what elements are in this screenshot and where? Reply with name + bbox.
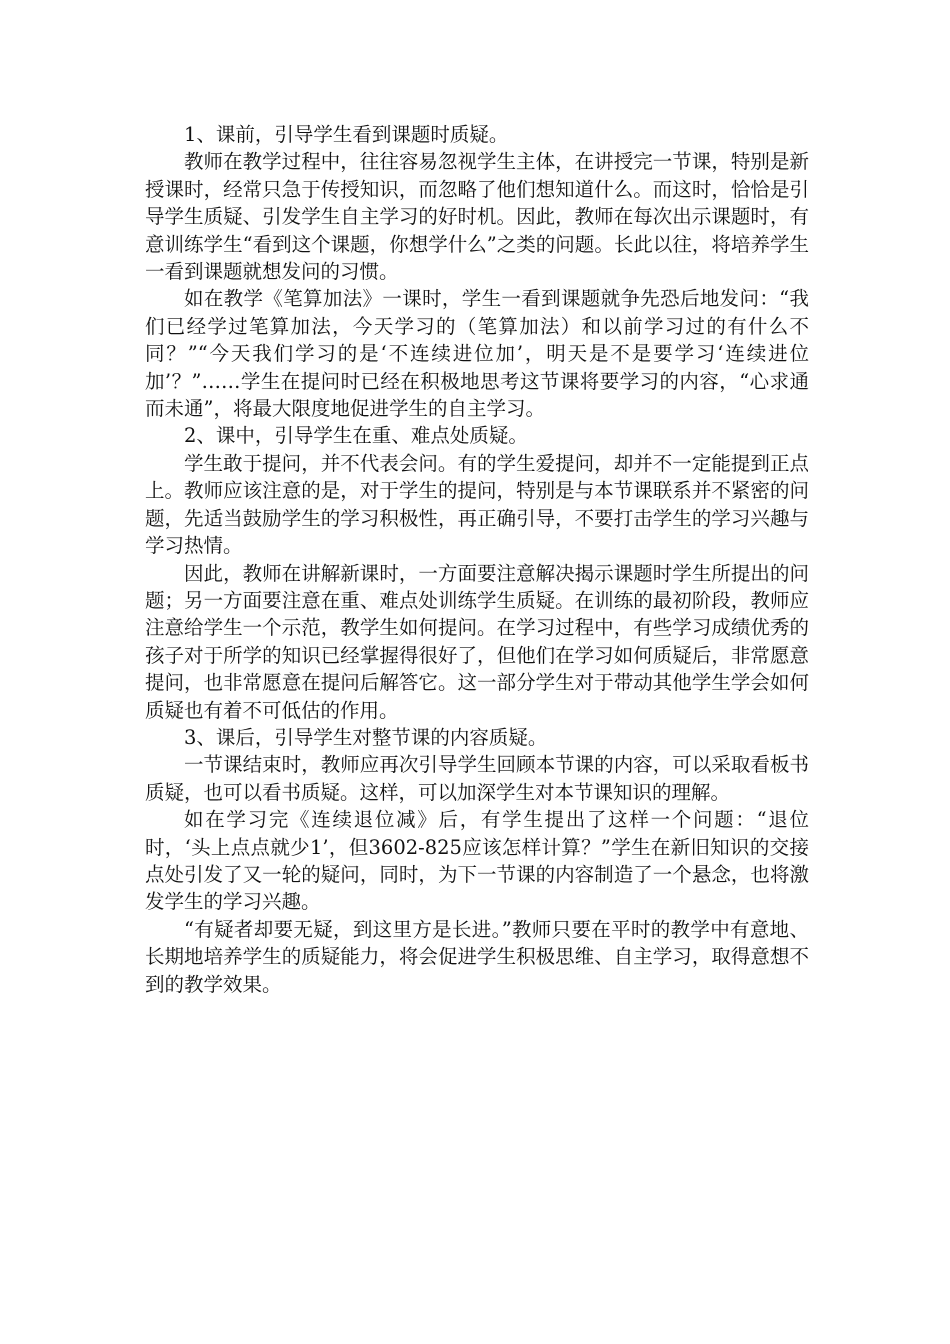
document-body	[145, 121, 809, 998]
closing-paragraph: “有疑者却要无疑，到这里方是长进。”教师只要在平时的教学中有意地、长期地培养学生的质疑能力，将会促进学生积极思维、自主学习，取得意想不到的教学效果。	[145, 917, 809, 996]
body-paragraph: 学生敢于提问，并不代表会问。有的学生爱提问，却并不一定能提到正点上。教师应该注意的是，对于学生的提问，特别是与本节课联系并不紧密的问题，先适当鼓励学生的学习积极性，再正确引导，不要打击学生的学习兴趣与学习热情。	[145, 451, 809, 558]
body-paragraph: 如在学习完《连续退位减》后，有学生提出了这样一个问题：“退位时，‘头上点点就少1’，但3602-825应该怎样计算？”学生在新旧知识的交接点处引发了又一轮的疑问，同时，为下一节课的内容制造了一个悬念，也将激发学生的学习兴趣。	[145, 808, 809, 914]
body-paragraph: 一节课结束时，教师应再次引导学生回顾本节课的内容，可以采取看板书质疑，也可以看书质疑。这样，可以加深学生对本节课知识的理解。	[145, 753, 809, 804]
body-paragraph: 教师在教学过程中，往往容易忽视学生主体，在讲授完一节课，特别是新授课时，经常只急于传授知识，而忽略了他们想知道什么。而这时，恰恰是引导学生质疑、引发学生自主学习的好时机。因此，教师在每次出示课题时，有意训练学生“看到这个课题，你想学什么”之类的问题。长此以往，将培养学生一看到课题就想发问的习惯。	[145, 150, 809, 284]
body-paragraph: 因此，教师在讲解新课时，一方面要注意解决揭示课题时学生所提出的问题；另一方面要注意在重、难点处训练学生质疑。在训练的最初阶段，教师应注意给学生一个示范，教学生如何提问。在学习过程中，有些学习成绩优秀的孩子对于所学的知识已经掌握得很好了，但他们在学习如何质疑后，非常愿意提问，也非常愿意在提问后解答它。这一部分学生对于带动其他学生学会如何质疑也有着不可低估的作用。	[145, 561, 809, 722]
section-heading-during-class: 2、课中，引导学生在重、难点处质疑。	[184, 424, 528, 448]
section-heading-after-class: 3、课后，引导学生对整节课的内容质疑。	[184, 725, 548, 749]
section-heading-before-class: 1、课前，引导学生看到课题时质疑。	[184, 123, 509, 146]
body-paragraph: 如在教学《笔算加法》一课时，学生一看到课题就争先恐后地发问：“我们已经学过笔算加法，今天学习的（笔算加法）和以前学习过的有什么不同？”“今天我们学习的是‘不连续进位加’，明天是不是要学习‘连续进位加’？”……学生在提问时已经在积极地思考这节课将要学习的内容，“心求通而未通”，将最大限度地促进学生的自主学习。	[145, 287, 809, 421]
